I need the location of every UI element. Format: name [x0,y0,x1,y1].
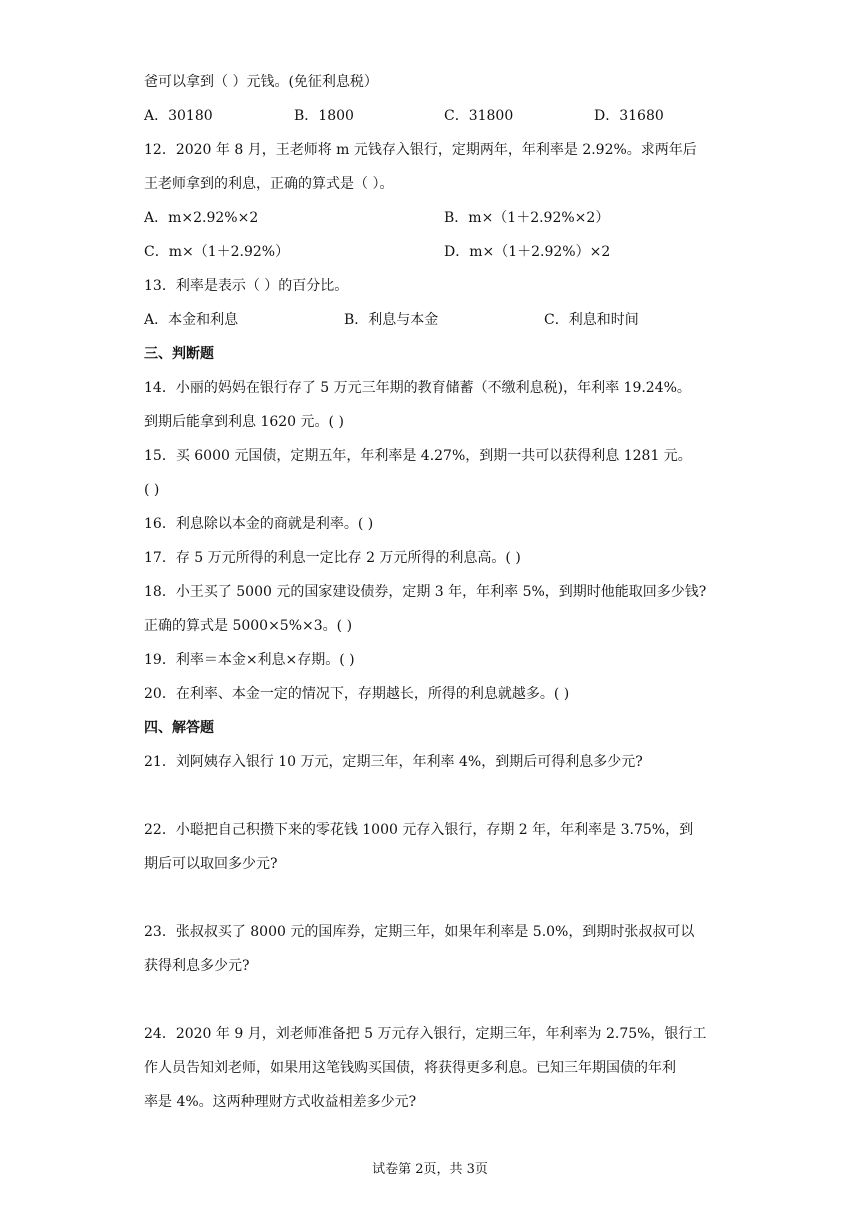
q22-text-line1: 22．小聪把自己积攒下来的零花钱 1000 元存入银行，存期 2 年，年利率是 3.75%，到 [144,822,694,838]
q15-text-line2: ( ) [144,482,160,498]
q14-text-line2: 到期后能拿到利息 1620 元。( ) [144,414,344,430]
q12-text-line1: 12．2020 年 8 月，王老师将 m 元钱存入银行，定期两年，年利率是 2.92%。求两年后 [144,142,697,158]
section-heading-judgement: 三、判断题 [144,346,214,362]
q23-text-line1: 23．张叔叔买了 8000 元的国库券，定期三年，如果年利率是 5.0%，到期时张叔叔可以 [144,924,695,940]
q24-text-line1: 24．2020 年 9 月，刘老师准备把 5 万元存入银行，定期三年，年利率为 2.75%，银行工 [144,1026,707,1042]
q17-text: 17．存 5 万元所得的利息一定比存 2 万元所得的利息高。( ) [144,550,521,566]
q19-text: 19．利率＝本金×利息×存期。( ) [144,652,355,668]
q11-option-a: A．30180 [144,108,213,124]
q11-continuation: 爸可以拿到（ ）元钱。(免征利息税） [144,74,378,90]
q18-text-line1: 18．小王买了 5000 元的国家建设债券，定期 3 年，年利率 5%，到期时他能取回多少钱? [144,584,707,600]
q12-option-d: D．m×（1＋2.92%）×2 [444,244,611,260]
q13-option-c: C．利息和时间 [544,312,639,328]
q12-option-a: A．m×2.92%×2 [144,210,259,226]
q13-text: 13．利率是表示（ ）的百分比。 [144,278,349,294]
q23-text-line2: 获得利息多少元? [144,958,250,974]
q13-option-b: B．利息与本金 [344,312,439,328]
q22-text-line2: 期后可以取回多少元? [144,856,278,872]
q24-text-line3: 率是 4%。这两种理财方式收益相差多少元? [144,1094,417,1110]
q21-text: 21．刘阿姨存入银行 10 万元，定期三年，年利率 4%，到期后可得利息多少元? [144,754,643,770]
q20-text: 20．在利率、本金一定的情况下，存期越长，所得的利息就越多。( ) [144,686,570,702]
q11-option-b: B．1800 [294,108,354,124]
q15-text-line1: 15．买 6000 元国债，定期五年，年利率是 4.27%，到期一共可以获得利息 1281 元。 [144,448,692,464]
q13-option-a: A．本金和利息 [144,312,239,328]
q11-option-c: C．31800 [444,108,514,124]
q12-option-c: C．m×（1＋2.92%） [144,244,290,260]
q14-text-line1: 14．小丽的妈妈在银行存了 5 万元三年期的教育储蓄（不缴利息税)，年利率 19.24%。 [144,380,691,396]
page-footer: 试卷第 2页，共 3页 [372,1162,488,1177]
q12-text-line2: 王老师拿到的利息，正确的算式是（ ）。 [144,176,394,192]
q11-option-d: D．31680 [594,108,664,124]
section-heading-problems: 四、解答题 [144,720,214,736]
q18-text-line2: 正确的算式是 5000×5%×3。( ) [144,618,353,634]
q24-text-line2: 作人员告知刘老师，如果用这笔钱购买国债，将获得更多利息。已知三年期国债的年利 [144,1060,676,1076]
q16-text: 16．利息除以本金的商就是利率。( ) [144,516,374,532]
q12-option-b: B．m×（1＋2.92%×2） [444,210,610,226]
